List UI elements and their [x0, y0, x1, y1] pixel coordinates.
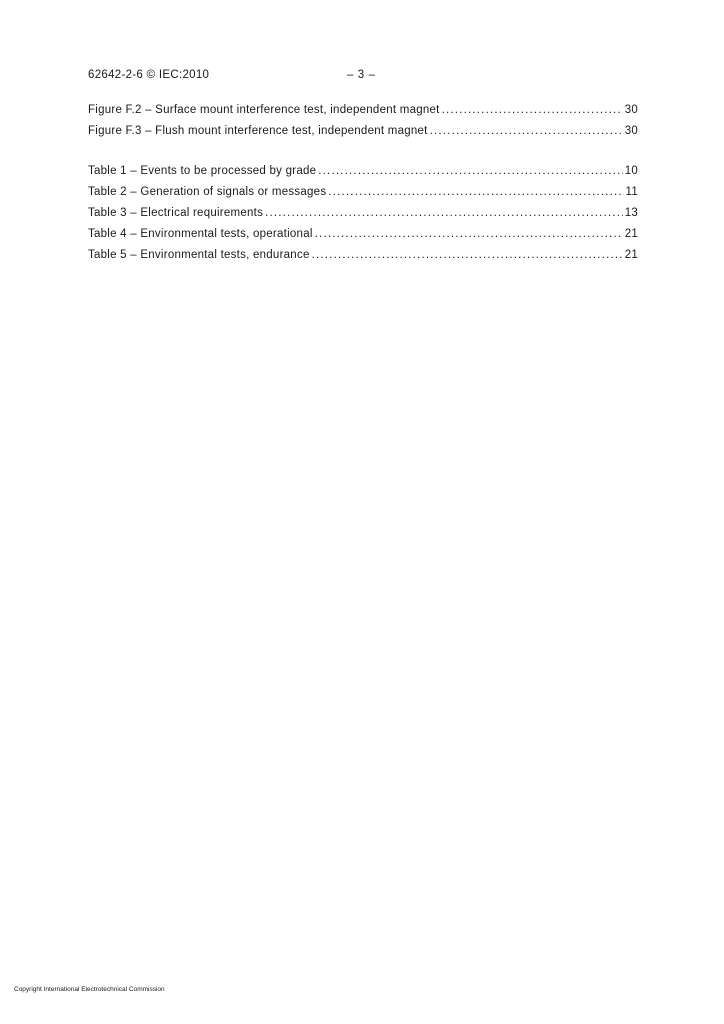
list-of-figures — [88, 102, 638, 144]
toc-entry-title: Figure F.3 – Flush mount interference test, independent magnet — [88, 125, 428, 137]
toc-entry-figure[interactable] — [88, 102, 638, 123]
toc-entry-page: 10 — [624, 165, 638, 177]
toc-entry-title: Table 5 – Environmental tests, endurance — [88, 249, 310, 261]
toc-entry-page: 21 — [624, 249, 638, 261]
toc-entry-table[interactable] — [88, 226, 638, 247]
toc-entry-title: Figure F.2 – Surface mount interference test, independent magnet — [88, 104, 440, 116]
dot-leader — [430, 123, 623, 139]
toc-entry-title: Table 1 – Events to be processed by grade — [88, 165, 317, 177]
toc-entry-table[interactable] — [88, 247, 638, 268]
dot-leader — [315, 226, 623, 242]
dot-leader — [442, 102, 623, 118]
dot-leader — [328, 184, 623, 200]
page-header — [88, 69, 638, 85]
list-of-tables — [88, 163, 638, 268]
toc-entry-table[interactable] — [88, 184, 638, 205]
toc-entry-page: 13 — [624, 207, 638, 219]
toc-entry-title: Table 4 – Environmental tests, operational — [88, 228, 313, 240]
dot-leader — [318, 163, 622, 179]
toc-entry-page: 30 — [624, 104, 638, 116]
toc-entry-figure[interactable] — [88, 123, 638, 144]
copyright-notice: Copyright International Electrotechnical Commission — [14, 986, 165, 993]
page-number: – 3 – — [347, 69, 376, 81]
toc-entry-page: 21 — [624, 228, 638, 240]
toc-entry-title: Table 2 – Generation of signals or messages — [88, 186, 327, 198]
toc-entry-page: 11 — [625, 186, 638, 198]
toc-entry-page: 30 — [624, 125, 638, 137]
toc-entry-table[interactable] — [88, 205, 638, 226]
toc-entry-title: Table 3 – Electrical requirements — [88, 207, 264, 219]
dot-leader — [265, 205, 623, 221]
document-reference: 62642-2-6 © IEC:2010 — [88, 69, 210, 81]
dot-leader — [312, 247, 623, 263]
toc-entry-table[interactable] — [88, 163, 638, 184]
